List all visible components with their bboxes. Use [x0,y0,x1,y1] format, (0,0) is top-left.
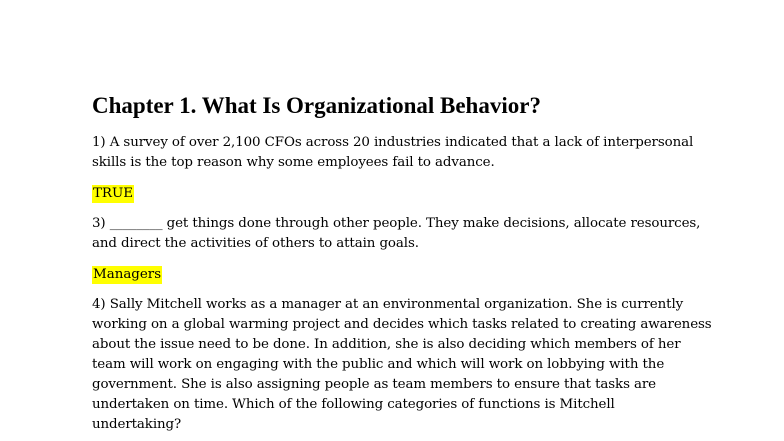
question-3 [92,214,700,254]
question-4-line-7: undertaking? [92,417,182,432]
answer-3 [92,265,162,285]
question-1-line-2: skills is the top reason why some employees fail to advance. [92,155,495,170]
answer-3-highlight: Managers [93,267,162,282]
question-4-line-4: team will work on engaging with the public and which will work on lobbying with the [92,357,665,372]
question-4 [92,295,712,435]
question-1-line-1: 1) A survey of over 2,100 CFOs across 20 industries indicated that a lack of interpersonal [92,135,694,150]
chapter-title: Chapter 1. What Is Organizational Behavior? [92,93,541,118]
answer-1-highlight: TRUE [93,186,134,201]
question-4-line-3: about the issue need to be done. In addition, she is also deciding which members of her [92,337,681,352]
question-4-line-6: undertaken on time. Which of the following categories of functions is Mitchell [92,397,615,412]
question-3-line-2: and direct the activities of others to attain goals. [92,236,419,251]
question-1 [92,133,693,173]
question-3-line-1: 3) ________ get things done through other people. They make decisions, allocate resources, [92,216,701,231]
question-4-line-1: 4) Sally Mitchell works as a manager at an environmental organization. She is currently [92,297,684,312]
question-4-line-2: working on a global warming project and decides which tasks related to creating awareness [92,317,712,332]
answer-1 [92,184,134,204]
question-4-line-5: government. She is also assigning people as team members to ensure that tasks are [92,377,657,392]
